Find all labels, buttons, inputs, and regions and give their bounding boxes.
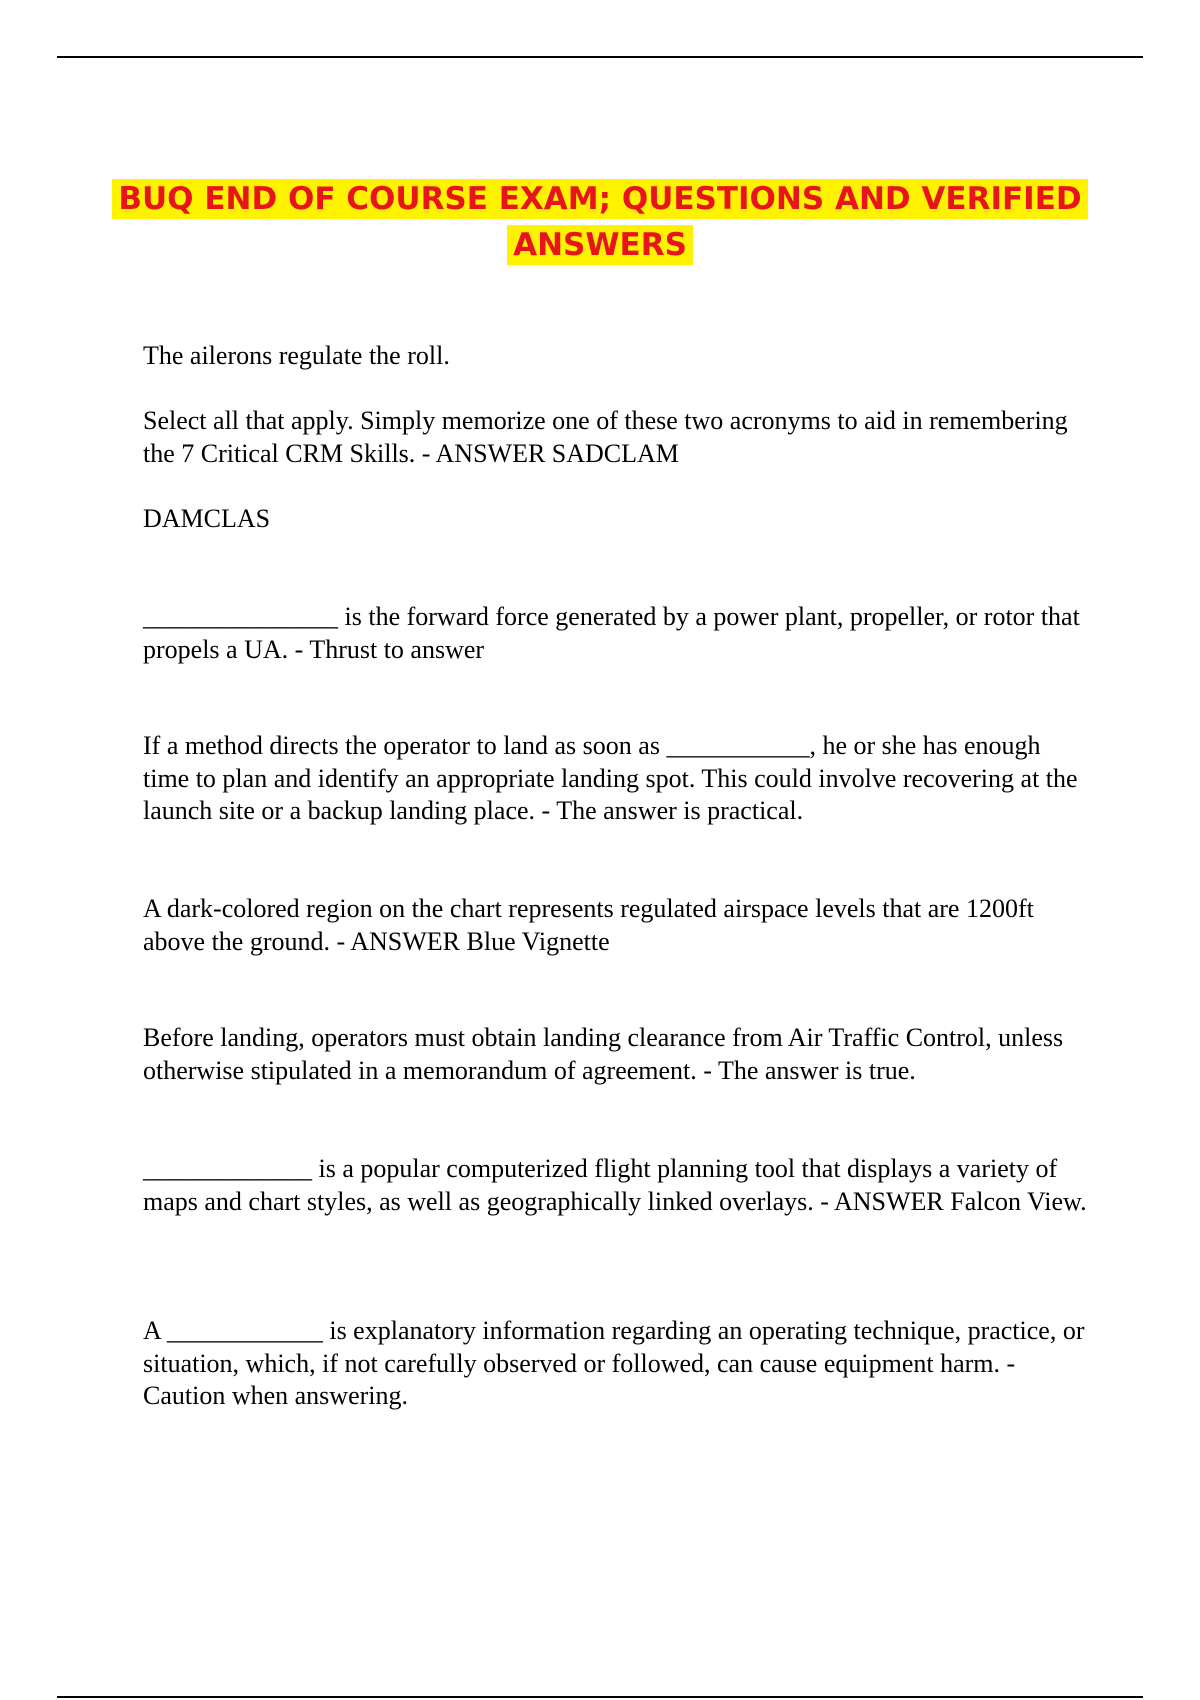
paragraph-9: A ____________ is explanatory information regarding an operating technique, practice, or situation, which, if not carefully observed or followed, can cause equipment harm. - Caution when answering. xyxy=(143,1316,1085,1410)
paragraph-3: DAMCLAS xyxy=(143,504,271,533)
paragraph-2: Select all that apply. Simply memorize one of these two acronyms to aid in remembering the 7 Critical CRM Skills. - ANSWER SADCLAM xyxy=(143,406,1068,468)
title-highlight: BUQ END OF COURSE EXAM; QUESTIONS AND VERIFIED ANSWERS xyxy=(112,179,1087,265)
paragraph-8: _____________ is a popular computerized flight planning tool that displays a variety of maps and chart styles, as well as geographically linked overlays. - ANSWER Falcon View. xyxy=(143,1154,1087,1216)
bottom-rule xyxy=(57,1696,1143,1698)
paragraph-4: _______________ is the forward force generated by a power plant, propeller, or rotor that propels a UA. - Thrust to answer xyxy=(143,602,1080,664)
document-title xyxy=(100,176,1100,268)
paragraph-5: If a method directs the operator to land as soon as ___________, he or she has enough time to plan and identify an appropriate landing spot. This could involve recovering at the launch site or a backup landing place. - The answer is practical. xyxy=(143,731,1078,825)
paragraph-6: A dark-colored region on the chart represents regulated airspace levels that are 1200ft above the ground. - ANSWER Blue Vignette xyxy=(143,894,1034,956)
paragraph-7: Before landing, operators must obtain landing clearance from Air Traffic Control, unless otherwise stipulated in a memorandum of agreement. - The answer is true. xyxy=(143,1023,1064,1085)
top-rule xyxy=(57,56,1143,58)
paragraph-1: The ailerons regulate the roll. xyxy=(143,341,450,370)
